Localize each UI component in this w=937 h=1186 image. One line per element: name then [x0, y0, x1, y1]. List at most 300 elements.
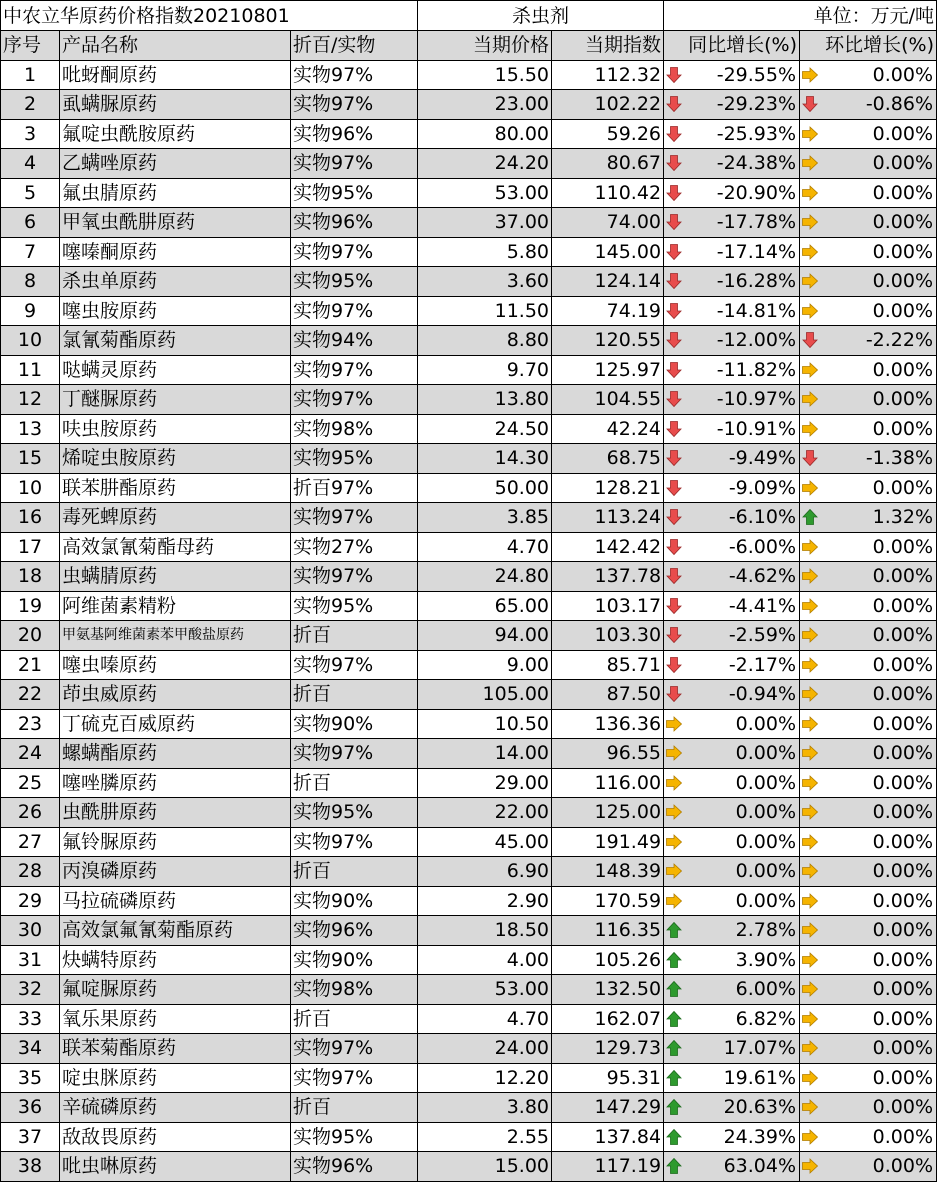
arrow-right-icon — [665, 744, 683, 762]
arrow-right-icon — [665, 862, 683, 880]
product-name: 吡虫啉原药 — [60, 1152, 291, 1182]
mom-cell — [800, 355, 937, 385]
mom-cell — [800, 208, 937, 238]
current-index: 191.49 — [552, 827, 664, 857]
current-price: 53.00 — [418, 178, 552, 208]
product-spec: 实物95% — [291, 798, 418, 828]
yoy-value: 0.00% — [735, 830, 797, 853]
product-name: 氟啶虫酰胺原药 — [60, 119, 291, 149]
current-price: 3.60 — [418, 267, 552, 297]
mom-value: 0.00% — [872, 1096, 934, 1119]
row-number: 18 — [1, 562, 60, 592]
product-spec: 实物95% — [291, 591, 418, 621]
current-index: 137.84 — [552, 1122, 664, 1152]
current-index: 116.00 — [552, 768, 664, 798]
yoy-cell — [664, 621, 800, 651]
arrow-right-icon — [801, 361, 819, 379]
current-index: 145.00 — [552, 237, 664, 267]
product-spec: 实物97% — [291, 1063, 418, 1093]
row-number: 25 — [1, 768, 60, 798]
table-row — [1, 296, 937, 326]
table-row — [1, 650, 937, 680]
product-name: 噻虫嗪原药 — [60, 650, 291, 680]
yoy-cell — [664, 90, 800, 120]
arrow-down-icon — [665, 361, 683, 379]
arrow-down-icon — [665, 302, 683, 320]
mom-cell — [800, 296, 937, 326]
product-name: 辛硫磷原药 — [60, 1093, 291, 1123]
arrow-right-icon — [801, 1039, 819, 1057]
current-price: 4.70 — [418, 532, 552, 562]
arrow-down-icon — [665, 685, 683, 703]
table-row — [1, 857, 937, 887]
arrow-right-icon — [801, 656, 819, 674]
yoy-value: 0.00% — [735, 712, 797, 735]
arrow-down-icon — [665, 390, 683, 408]
current-price: 65.00 — [418, 591, 552, 621]
yoy-cell — [664, 326, 800, 356]
header-name: 产品名称 — [60, 31, 291, 61]
product-name: 丁醚脲原药 — [60, 385, 291, 415]
current-price: 94.00 — [418, 621, 552, 651]
row-number: 4 — [1, 149, 60, 179]
yoy-value: 3.90% — [735, 948, 797, 971]
yoy-value: -17.78% — [716, 211, 797, 234]
yoy-value: 2.78% — [735, 919, 797, 942]
mom-cell — [800, 1034, 937, 1064]
product-name: 氯氰菊酯原药 — [60, 326, 291, 356]
arrow-right-icon — [801, 479, 819, 497]
mom-cell — [800, 975, 937, 1005]
arrow-down-icon — [665, 66, 683, 84]
current-price: 24.50 — [418, 414, 552, 444]
product-spec: 折百97% — [291, 473, 418, 503]
arrow-right-icon — [801, 154, 819, 172]
table-row — [1, 532, 937, 562]
current-price: 24.80 — [418, 562, 552, 592]
yoy-cell — [664, 562, 800, 592]
row-number: 33 — [1, 1004, 60, 1034]
mom-value: 0.00% — [872, 240, 934, 263]
row-number: 5 — [1, 178, 60, 208]
mom-value: 0.00% — [872, 830, 934, 853]
product-name: 阿维菌素精粉 — [60, 591, 291, 621]
current-price: 9.00 — [418, 650, 552, 680]
product-name: 氟啶脲原药 — [60, 975, 291, 1005]
mom-cell — [800, 945, 937, 975]
mom-cell — [800, 1004, 937, 1034]
arrow-right-icon — [801, 980, 819, 998]
table-row — [1, 975, 937, 1005]
mom-value: 0.00% — [872, 211, 934, 234]
yoy-value: -12.00% — [716, 329, 797, 352]
yoy-value: 0.00% — [735, 889, 797, 912]
yoy-value: 19.61% — [723, 1066, 797, 1089]
row-number: 12 — [1, 385, 60, 415]
product-name: 噻唑膦原药 — [60, 768, 291, 798]
arrow-down-icon — [665, 420, 683, 438]
table-row — [1, 385, 937, 415]
arrow-up-icon — [665, 980, 683, 998]
arrow-down-icon — [665, 538, 683, 556]
yoy-value: -29.23% — [716, 93, 797, 116]
mom-value: 0.00% — [872, 919, 934, 942]
table-row — [1, 739, 937, 769]
product-name: 吡蚜酮原药 — [60, 60, 291, 90]
row-number: 29 — [1, 886, 60, 916]
product-name: 联苯菊酯原药 — [60, 1034, 291, 1064]
current-price: 14.30 — [418, 444, 552, 474]
row-number: 26 — [1, 798, 60, 828]
mom-value: 0.00% — [872, 653, 934, 676]
product-spec: 折百 — [291, 680, 418, 710]
product-name: 甲氨基阿维菌素苯甲酸盐原药 — [60, 621, 291, 651]
yoy-value: -24.38% — [716, 152, 797, 175]
mom-cell — [800, 237, 937, 267]
yoy-value: -11.82% — [716, 358, 797, 381]
mom-cell — [800, 473, 937, 503]
current-index: 112.32 — [552, 60, 664, 90]
row-number: 7 — [1, 237, 60, 267]
mom-value: 0.00% — [872, 771, 934, 794]
table-row — [1, 827, 937, 857]
yoy-cell — [664, 444, 800, 474]
current-price: 15.00 — [418, 1152, 552, 1182]
product-name: 炔螨特原药 — [60, 945, 291, 975]
table-row — [1, 1004, 937, 1034]
arrow-right-icon — [665, 715, 683, 733]
current-index: 80.67 — [552, 149, 664, 179]
row-number: 30 — [1, 916, 60, 946]
yoy-value: -16.28% — [716, 270, 797, 293]
product-name: 丁硫克百威原药 — [60, 709, 291, 739]
arrow-down-icon — [665, 567, 683, 585]
row-number: 31 — [1, 945, 60, 975]
current-price: 4.00 — [418, 945, 552, 975]
mom-value: 0.00% — [872, 1007, 934, 1030]
table-row — [1, 90, 937, 120]
mom-value: 1.32% — [872, 506, 934, 529]
arrow-right-icon — [801, 538, 819, 556]
product-name: 虱螨脲原药 — [60, 90, 291, 120]
arrow-down-icon — [665, 95, 683, 113]
current-price: 23.00 — [418, 90, 552, 120]
product-name: 虫螨腈原药 — [60, 562, 291, 592]
mom-value: 0.00% — [872, 122, 934, 145]
current-price: 50.00 — [418, 473, 552, 503]
header-price: 当期价格 — [418, 31, 552, 61]
arrow-up-icon — [665, 951, 683, 969]
row-number: 21 — [1, 650, 60, 680]
mom-value: 0.00% — [872, 624, 934, 647]
yoy-value: -2.17% — [728, 653, 797, 676]
yoy-cell — [664, 827, 800, 857]
table-row — [1, 945, 937, 975]
yoy-value: 20.63% — [723, 1096, 797, 1119]
current-index: 148.39 — [552, 857, 664, 887]
arrow-right-icon — [665, 774, 683, 792]
product-spec: 实物97% — [291, 149, 418, 179]
mom-cell — [800, 267, 937, 297]
product-spec: 实物95% — [291, 444, 418, 474]
arrow-right-icon — [801, 302, 819, 320]
current-price: 8.80 — [418, 326, 552, 356]
arrow-right-icon — [801, 597, 819, 615]
product-name: 杀虫单原药 — [60, 267, 291, 297]
product-name: 马拉硫磷原药 — [60, 886, 291, 916]
product-name: 毒死蜱原药 — [60, 503, 291, 533]
arrow-right-icon — [801, 1069, 819, 1087]
arrow-down-icon — [665, 508, 683, 526]
product-spec: 实物94% — [291, 326, 418, 356]
arrow-down-icon — [665, 125, 683, 143]
table-row — [1, 119, 937, 149]
arrow-up-icon — [665, 1128, 683, 1146]
mom-value: -0.86% — [865, 93, 934, 116]
mom-cell — [800, 532, 937, 562]
product-name: 哒螨灵原药 — [60, 355, 291, 385]
product-name: 高效氯氟氰菊酯原药 — [60, 916, 291, 946]
product-name: 噻嗪酮原药 — [60, 237, 291, 267]
current-price: 24.20 — [418, 149, 552, 179]
product-spec: 实物97% — [291, 355, 418, 385]
current-index: 132.50 — [552, 975, 664, 1005]
mom-value: 0.00% — [872, 1037, 934, 1060]
product-spec: 实物96% — [291, 208, 418, 238]
table-row — [1, 149, 937, 179]
product-name: 甲氧虫酰肼原药 — [60, 208, 291, 238]
current-index: 42.24 — [552, 414, 664, 444]
arrow-up-icon — [665, 1098, 683, 1116]
mom-value: 0.00% — [872, 712, 934, 735]
current-index: 103.30 — [552, 621, 664, 651]
mom-value: 0.00% — [872, 1066, 934, 1089]
row-number: 27 — [1, 827, 60, 857]
row-number: 6 — [1, 208, 60, 238]
product-spec: 实物97% — [291, 385, 418, 415]
product-spec: 实物97% — [291, 562, 418, 592]
product-spec: 实物97% — [291, 1034, 418, 1064]
yoy-cell — [664, 739, 800, 769]
table-row — [1, 473, 937, 503]
product-spec: 实物97% — [291, 60, 418, 90]
yoy-value: -10.97% — [716, 388, 797, 411]
mom-cell — [800, 857, 937, 887]
table-row — [1, 1093, 937, 1123]
arrow-down-icon — [665, 243, 683, 261]
current-index: 85.71 — [552, 650, 664, 680]
mom-value: 0.00% — [872, 801, 934, 824]
yoy-value: -9.49% — [728, 447, 797, 470]
product-spec: 实物90% — [291, 945, 418, 975]
yoy-value: -20.90% — [716, 181, 797, 204]
mom-cell — [800, 680, 937, 710]
product-spec: 实物95% — [291, 267, 418, 297]
mom-cell — [800, 1093, 937, 1123]
mom-value: 0.00% — [872, 358, 934, 381]
yoy-cell — [664, 945, 800, 975]
mom-value: 0.00% — [872, 948, 934, 971]
arrow-right-icon — [801, 862, 819, 880]
mom-value: 0.00% — [872, 476, 934, 499]
current-index: 147.29 — [552, 1093, 664, 1123]
table-row — [1, 621, 937, 651]
product-name: 丙溴磷原药 — [60, 857, 291, 887]
product-spec: 实物98% — [291, 975, 418, 1005]
table-row — [1, 326, 937, 356]
current-index: 137.78 — [552, 562, 664, 592]
product-spec: 实物97% — [291, 90, 418, 120]
current-index: 59.26 — [552, 119, 664, 149]
arrow-right-icon — [801, 243, 819, 261]
table-row — [1, 444, 937, 474]
yoy-value: -6.00% — [728, 535, 797, 558]
arrow-down-icon — [665, 272, 683, 290]
yoy-value: 6.82% — [735, 1007, 797, 1030]
product-spec: 实物90% — [291, 709, 418, 739]
yoy-value: 0.00% — [735, 771, 797, 794]
row-number: 38 — [1, 1152, 60, 1182]
table-row — [1, 1034, 937, 1064]
current-index: 124.14 — [552, 267, 664, 297]
yoy-cell — [664, 886, 800, 916]
yoy-value: -14.81% — [716, 299, 797, 322]
current-index: 104.55 — [552, 385, 664, 415]
current-price: 11.50 — [418, 296, 552, 326]
mom-cell — [800, 591, 937, 621]
current-index: 87.50 — [552, 680, 664, 710]
product-name: 虫酰肼原药 — [60, 798, 291, 828]
arrow-right-icon — [801, 1010, 819, 1028]
arrow-right-icon — [801, 744, 819, 762]
arrow-right-icon — [801, 715, 819, 733]
arrow-up-icon — [665, 1157, 683, 1175]
product-spec: 折百 — [291, 1004, 418, 1034]
current-index: 117.19 — [552, 1152, 664, 1182]
row-number: 19 — [1, 591, 60, 621]
mom-value: 0.00% — [872, 594, 934, 617]
yoy-cell — [664, 1152, 800, 1182]
yoy-cell — [664, 975, 800, 1005]
table-row — [1, 208, 937, 238]
mom-cell — [800, 149, 937, 179]
product-spec: 实物97% — [291, 739, 418, 769]
mom-cell — [800, 385, 937, 415]
yoy-value: -10.91% — [716, 417, 797, 440]
unit-label: 单位：万元/吨 — [664, 1, 937, 31]
product-name: 呋虫胺原药 — [60, 414, 291, 444]
mom-cell — [800, 1063, 937, 1093]
yoy-value: 0.00% — [735, 801, 797, 824]
current-price: 24.00 — [418, 1034, 552, 1064]
arrow-right-icon — [801, 1157, 819, 1175]
arrow-right-icon — [801, 803, 819, 821]
arrow-right-icon — [801, 892, 819, 910]
yoy-value: -29.55% — [716, 63, 797, 86]
header-yoy: 同比增长(%) — [664, 31, 800, 61]
row-number: 28 — [1, 857, 60, 887]
arrow-right-icon — [801, 1128, 819, 1146]
yoy-cell — [664, 267, 800, 297]
arrow-right-icon — [801, 833, 819, 851]
table-row — [1, 798, 937, 828]
current-price: 2.90 — [418, 886, 552, 916]
product-spec: 实物27% — [291, 532, 418, 562]
table-row — [1, 680, 937, 710]
current-index: 128.21 — [552, 473, 664, 503]
header-index: 当期指数 — [552, 31, 664, 61]
arrow-up-icon — [665, 921, 683, 939]
current-index: 95.31 — [552, 1063, 664, 1093]
row-number: 22 — [1, 680, 60, 710]
arrow-right-icon — [801, 272, 819, 290]
mom-cell — [800, 414, 937, 444]
current-price: 22.00 — [418, 798, 552, 828]
current-index: 103.17 — [552, 591, 664, 621]
row-number: 13 — [1, 414, 60, 444]
table-body — [1, 60, 937, 1181]
table-row — [1, 1063, 937, 1093]
table-row — [1, 237, 937, 267]
arrow-down-icon — [665, 597, 683, 615]
product-spec: 实物97% — [291, 650, 418, 680]
current-index: 142.42 — [552, 532, 664, 562]
mom-value: 0.00% — [872, 1155, 934, 1178]
row-number: 2 — [1, 90, 60, 120]
yoy-cell — [664, 385, 800, 415]
arrow-right-icon — [801, 567, 819, 585]
arrow-down-icon — [801, 449, 819, 467]
yoy-value: 6.00% — [735, 978, 797, 1001]
yoy-cell — [664, 473, 800, 503]
yoy-value: 63.04% — [723, 1155, 797, 1178]
product-name: 螺螨酯原药 — [60, 739, 291, 769]
product-spec: 实物97% — [291, 827, 418, 857]
row-number: 23 — [1, 709, 60, 739]
current-price: 80.00 — [418, 119, 552, 149]
arrow-right-icon — [801, 213, 819, 231]
mom-cell — [800, 503, 937, 533]
current-index: 125.00 — [552, 798, 664, 828]
yoy-cell — [664, 709, 800, 739]
category-label: 杀虫剂 — [418, 1, 664, 31]
current-price: 3.80 — [418, 1093, 552, 1123]
yoy-cell — [664, 1063, 800, 1093]
yoy-value: 17.07% — [723, 1037, 797, 1060]
arrow-down-icon — [665, 626, 683, 644]
current-price: 14.00 — [418, 739, 552, 769]
arrow-right-icon — [665, 833, 683, 851]
yoy-cell — [664, 857, 800, 887]
product-name: 烯啶虫胺原药 — [60, 444, 291, 474]
yoy-value: 24.39% — [723, 1125, 797, 1148]
current-index: 136.36 — [552, 709, 664, 739]
yoy-cell — [664, 591, 800, 621]
row-number: 17 — [1, 532, 60, 562]
arrow-down-icon — [665, 154, 683, 172]
mom-cell — [800, 562, 937, 592]
mom-cell — [800, 90, 937, 120]
mom-cell — [800, 1122, 937, 1152]
arrow-up-icon — [665, 1069, 683, 1087]
mom-cell — [800, 739, 937, 769]
mom-value: -1.38% — [865, 447, 934, 470]
mom-cell — [800, 1152, 937, 1182]
product-spec: 实物98% — [291, 414, 418, 444]
arrow-right-icon — [665, 892, 683, 910]
row-number: 34 — [1, 1034, 60, 1064]
yoy-value: -9.09% — [728, 476, 797, 499]
